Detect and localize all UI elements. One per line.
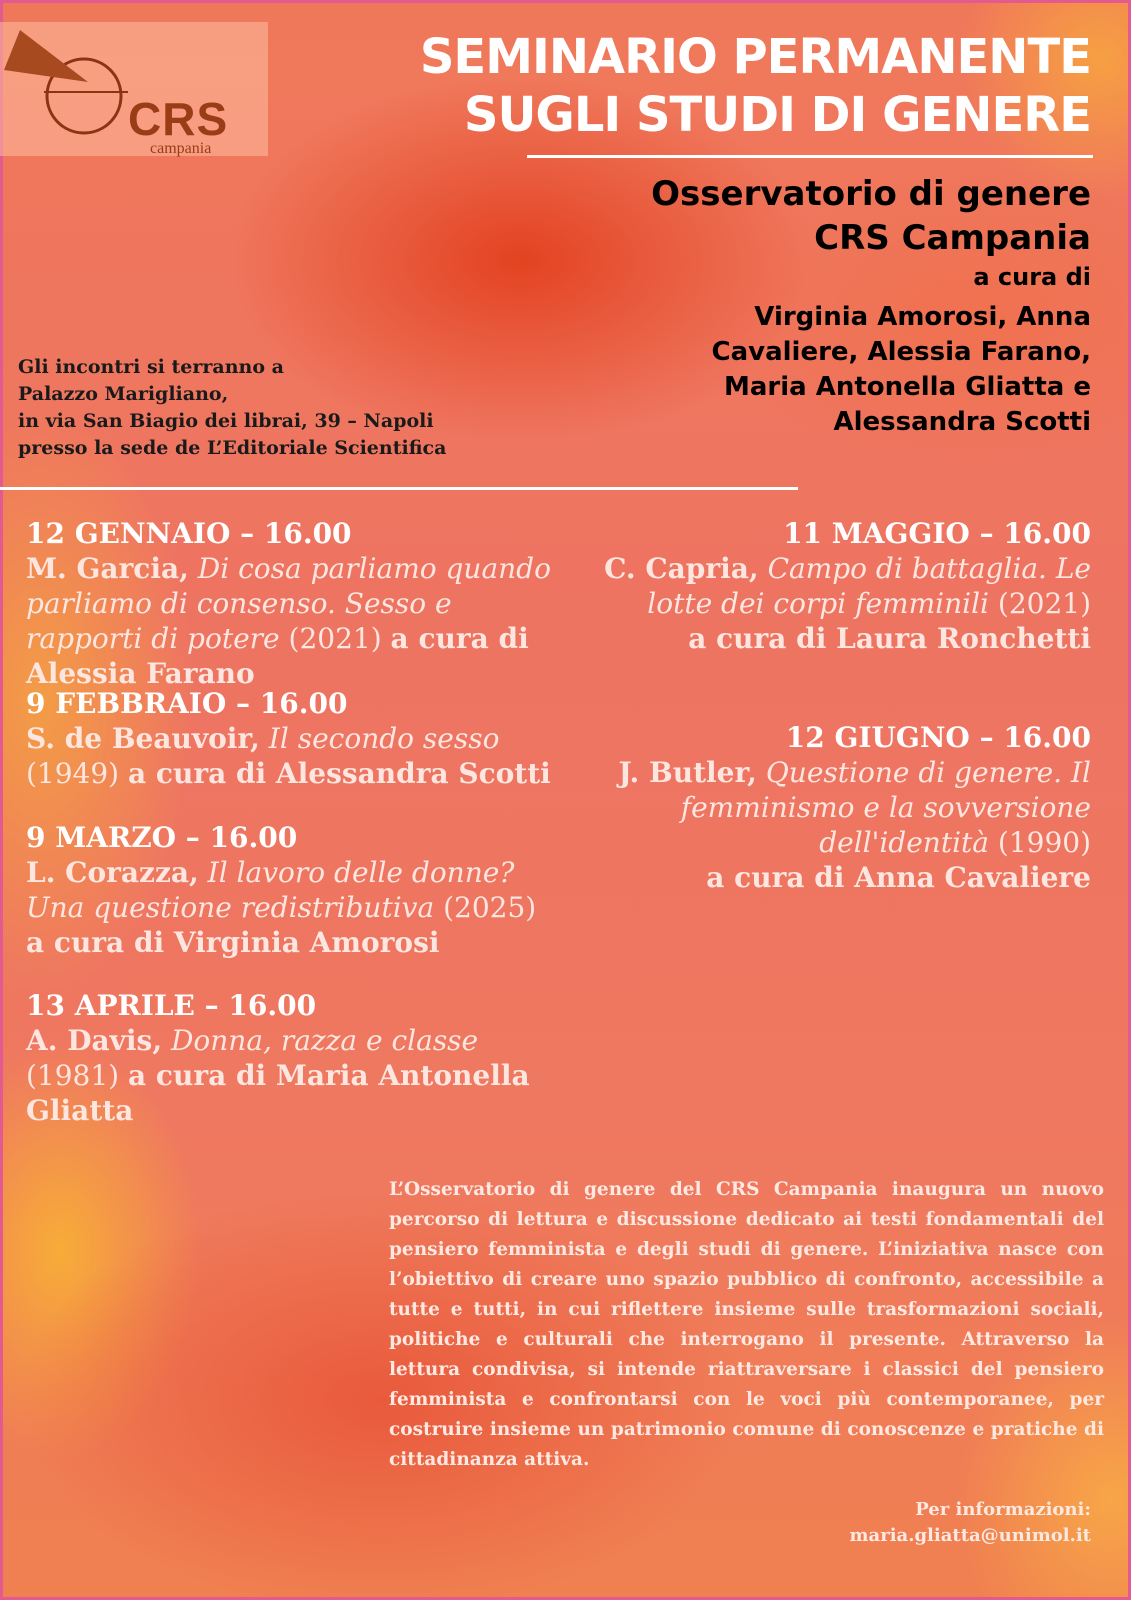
event-detail bbox=[581, 755, 1091, 860]
event-item bbox=[26, 988, 556, 1128]
curators-line: Maria Antonella Gliatta e bbox=[723, 372, 1091, 402]
event-detail bbox=[26, 855, 556, 960]
title-divider bbox=[527, 155, 1093, 158]
title-line-1: SEMINARIO PERMANENTE bbox=[419, 29, 1091, 85]
title-line-2: SUGLI STUDI DI GENERE bbox=[463, 87, 1091, 143]
event-curator: a cura di Laura Ronchetti bbox=[688, 622, 1091, 655]
event-book-title: Questione di genere. Il femminismo e la sovversione dell'identità bbox=[680, 756, 1091, 859]
event-book-title: Di cosa parliamo quando parliamo di consenso. Sesso e rapporti di potere bbox=[26, 552, 551, 655]
event-date: 12 GIUGNO – 16.00 bbox=[785, 721, 1091, 754]
event-item bbox=[26, 820, 556, 960]
venue-line: in via San Biagio dei librai, 39 – Napoli bbox=[18, 410, 434, 432]
event-curator: a cura di Alessandra Scotti bbox=[128, 757, 551, 790]
event-curator: a cura di Alessia Farano bbox=[26, 622, 529, 690]
event-book-title: Il lavoro delle donne? Una questione redistributiva bbox=[26, 856, 515, 924]
contact-info bbox=[850, 1497, 1092, 1549]
event-year: (1981) bbox=[26, 1059, 120, 1092]
venue-line: Gli incontri si terranno a bbox=[18, 356, 284, 378]
curators-line: Alessandra Scotti bbox=[833, 407, 1091, 437]
event-book-title: Donna, razza e classe bbox=[170, 1024, 479, 1057]
observatory-block bbox=[651, 172, 1091, 440]
contact-label: Per informazioni: bbox=[915, 1499, 1091, 1520]
curators-line: Virginia Amorosi, Anna bbox=[754, 302, 1091, 332]
venue-info bbox=[18, 354, 446, 462]
event-year: (2021) bbox=[997, 587, 1091, 620]
description-paragraph: L’Osservatorio di genere del CRS Campania inaugura un nuovo percorso di lettura e discussione dedicato ai testi fondamentali del pensiero femminista e degli studi di genere. L’iniziativa nasce con l’obiettivo di creare uno spazio pubblico di confronto, accessibile a tutte e tutti, in cui riflettere insieme sulle trasformazioni sociali, politiche e culturali che interrogano il presente. Attraverso la lettura condivisa, si intende riattraversare i classici del pensiero femminista e confrontarsi con le voci più contemporanee, per costruire insieme un patrimonio comune di conoscenze e pratiche di cittadinanza attiva. bbox=[389, 1179, 1104, 1470]
event-author: S. de Beauvoir, bbox=[26, 722, 260, 755]
event-author: C. Capria, bbox=[604, 552, 759, 585]
page-title bbox=[420, 28, 1091, 144]
event-author: J. Butler, bbox=[618, 756, 757, 789]
curators-list bbox=[651, 300, 1091, 440]
contact-email[interactable]: maria.gliatta@unimol.it bbox=[849, 1525, 1091, 1546]
curators-line: Cavaliere, Alessia Farano, bbox=[711, 337, 1091, 367]
crs-logo bbox=[0, 22, 268, 156]
event-year: (1990) bbox=[997, 826, 1091, 859]
event-author: M. Garcia, bbox=[26, 552, 189, 585]
curated-by-label: a cura di bbox=[973, 263, 1091, 291]
logo-name: CRS bbox=[128, 93, 229, 145]
section-divider bbox=[0, 487, 798, 490]
event-detail bbox=[26, 1023, 556, 1128]
venue-line: presso la sede de L’Editoriale Scientifica bbox=[18, 437, 447, 459]
event-item bbox=[581, 516, 1091, 656]
observatory-line-1: Osservatorio di genere bbox=[651, 174, 1091, 214]
event-date: 12 GENNAIO – 16.00 bbox=[26, 517, 352, 550]
event-curator: a cura di Anna Cavaliere bbox=[706, 861, 1091, 894]
event-detail bbox=[581, 551, 1091, 621]
observatory-line-2: CRS Campania bbox=[814, 218, 1091, 258]
event-date: 9 FEBBRAIO – 16.00 bbox=[26, 687, 348, 720]
event-book-title: Il secondo sesso bbox=[268, 722, 500, 755]
event-date: 9 MARZO – 16.00 bbox=[26, 821, 298, 854]
event-item bbox=[26, 516, 556, 691]
event-year: (2025) bbox=[443, 891, 537, 924]
logo-subtitle: campania bbox=[150, 140, 212, 157]
event-detail bbox=[26, 721, 556, 791]
event-author: A. Davis, bbox=[26, 1024, 163, 1057]
event-date: 13 APRILE – 16.00 bbox=[26, 989, 317, 1022]
event-year: (2021) bbox=[288, 622, 382, 655]
event-item bbox=[581, 720, 1091, 895]
event-book-title: Campo di battaglia. Le lotte dei corpi femminili bbox=[647, 552, 1091, 620]
event-author: L. Corazza, bbox=[26, 856, 199, 889]
event-detail bbox=[26, 551, 556, 691]
event-date: 11 MAGGIO – 16.00 bbox=[783, 517, 1091, 550]
venue-line: Palazzo Marigliano, bbox=[18, 383, 229, 405]
event-year: (1949) bbox=[26, 757, 120, 790]
event-curator: a cura di Maria Antonella Gliatta bbox=[26, 1059, 530, 1127]
event-curator: a cura di Virginia Amorosi bbox=[26, 926, 440, 959]
event-item bbox=[26, 686, 556, 791]
